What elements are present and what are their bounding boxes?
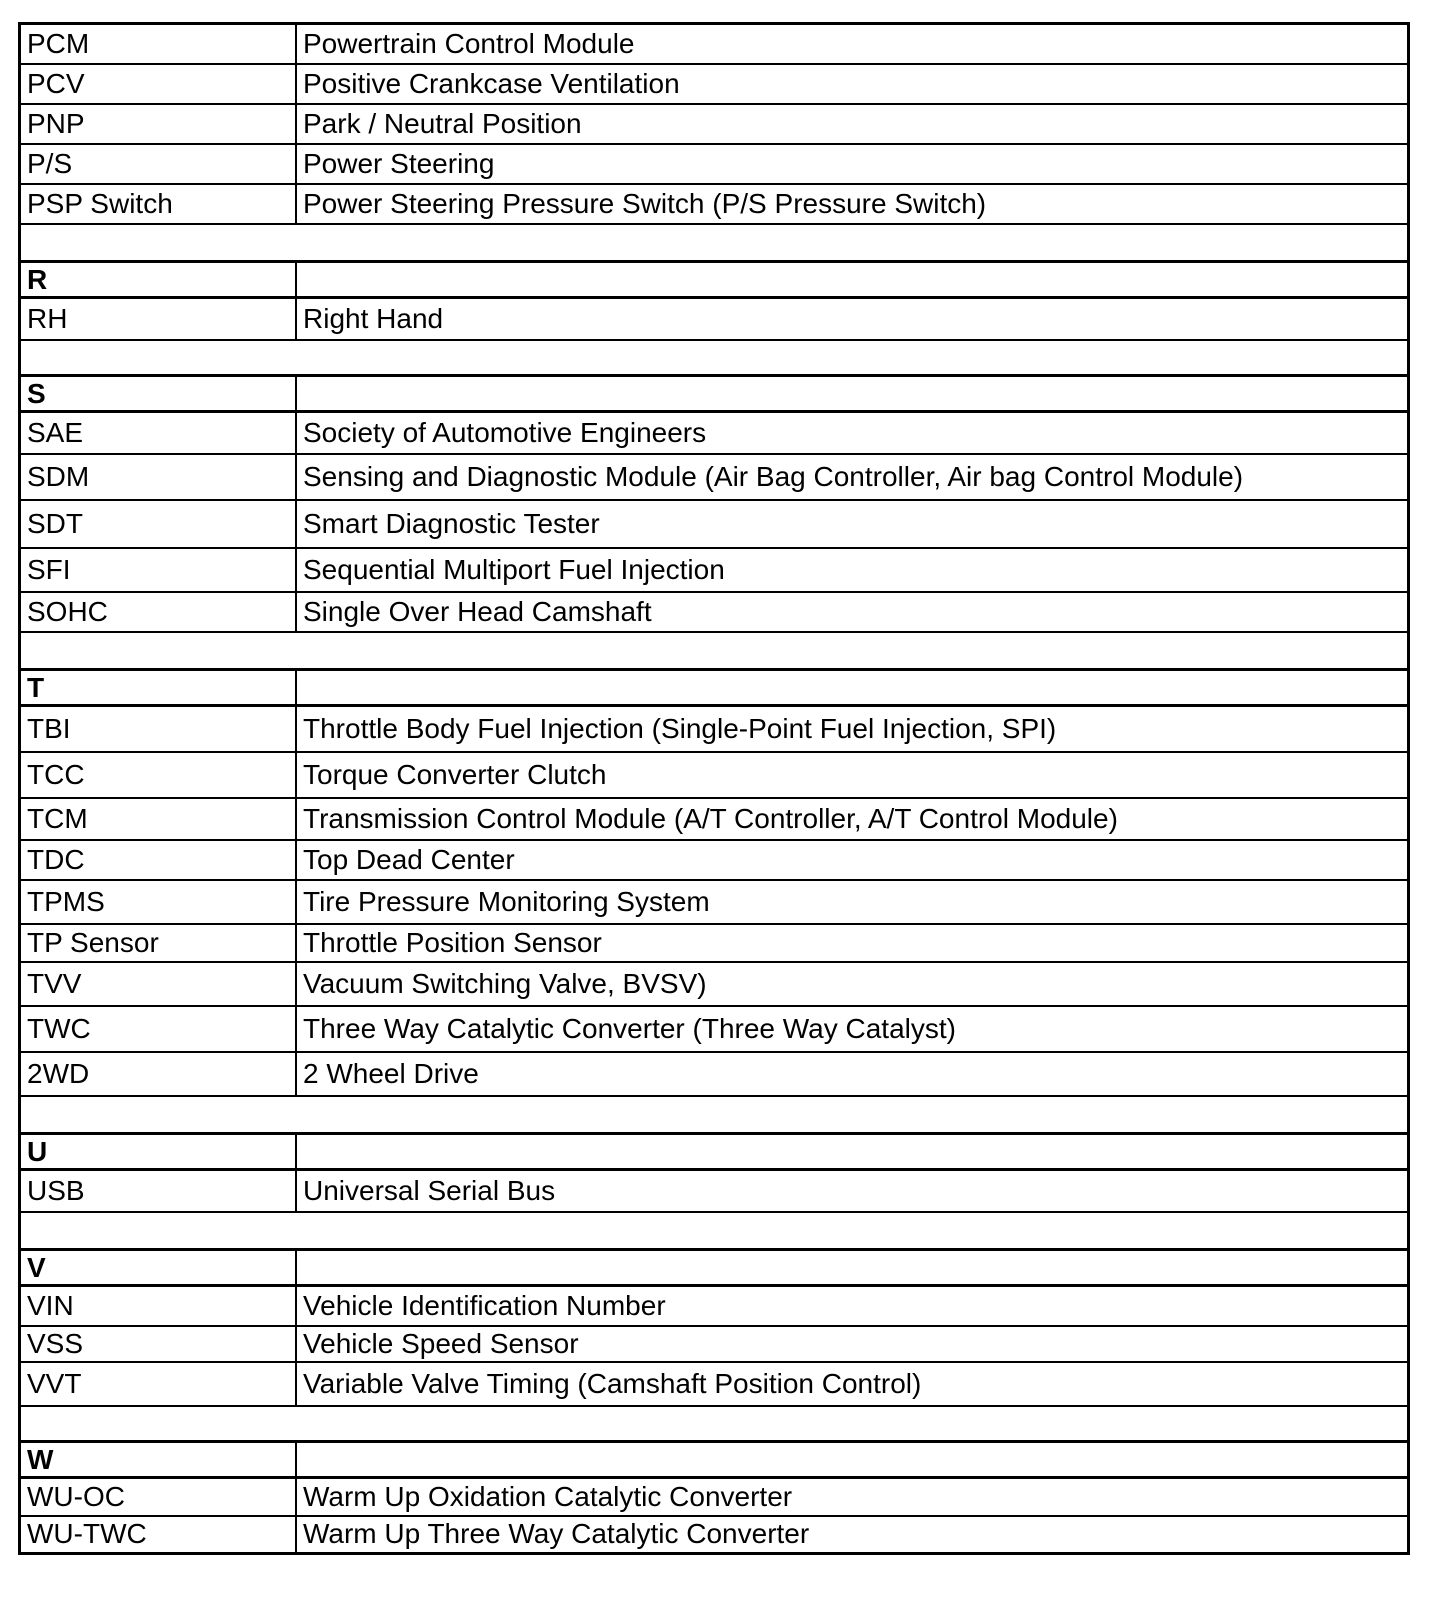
meaning-cell: Warm Up Three Way Catalytic Converter: [296, 1516, 1409, 1554]
abbreviation-cell: TBI: [20, 706, 297, 752]
abbreviation-cell: P/S: [20, 144, 297, 184]
meaning-cell: Transmission Control Module (A/T Controller, A/T Control Module): [296, 798, 1409, 840]
spacer-cell: [296, 1212, 1409, 1250]
spacer-row: [20, 340, 1409, 376]
spacer-cell: [20, 1096, 297, 1134]
meaning-cell: Torque Converter Clutch: [296, 752, 1409, 798]
abbreviation-cell: SOHC: [20, 592, 297, 632]
section-letter-row: [20, 376, 1409, 412]
table-row: [20, 454, 1409, 500]
table-row: [20, 1362, 1409, 1406]
table-row: [20, 1326, 1409, 1362]
table-row: [20, 706, 1409, 752]
abbreviation-cell: VSS: [20, 1326, 297, 1362]
meaning-cell: Powertrain Control Module: [296, 24, 1409, 64]
spacer-row: [20, 1096, 1409, 1134]
spacer-cell: [296, 340, 1409, 376]
meaning-cell: Universal Serial Bus: [296, 1170, 1409, 1212]
abbreviation-cell: WU-TWC: [20, 1516, 297, 1554]
section-letter: U: [20, 1134, 297, 1170]
abbreviation-cell: TCM: [20, 798, 297, 840]
spacer-cell: [296, 1406, 1409, 1442]
table-row: [20, 1006, 1409, 1052]
abbreviation-cell: SFI: [20, 548, 297, 592]
abbreviation-cell: TDC: [20, 840, 297, 880]
abbreviation-cell: VVT: [20, 1362, 297, 1406]
section-letter: V: [20, 1250, 297, 1286]
section-letter-row: [20, 1134, 1409, 1170]
meaning-cell: [296, 376, 1409, 412]
abbreviation-cell: SDM: [20, 454, 297, 500]
spacer-cell: [20, 224, 297, 262]
meaning-cell: Vehicle Identification Number: [296, 1286, 1409, 1326]
abbreviation-cell: SAE: [20, 412, 297, 454]
table-row: [20, 104, 1409, 144]
abbreviation-cell: TWC: [20, 1006, 297, 1052]
table-row: [20, 962, 1409, 1006]
abbreviation-cell: TVV: [20, 962, 297, 1006]
table-row: [20, 412, 1409, 454]
spacer-row: [20, 1212, 1409, 1250]
table-row: [20, 184, 1409, 224]
abbreviation-cell: VIN: [20, 1286, 297, 1326]
spacer-cell: [20, 1212, 297, 1250]
section-letter: T: [20, 670, 297, 706]
spacer-row: [20, 632, 1409, 670]
table-row: [20, 1478, 1409, 1516]
meaning-cell: Throttle Body Fuel Injection (Single-Point Fuel Injection, SPI): [296, 706, 1409, 752]
meaning-cell: [296, 1134, 1409, 1170]
meaning-cell: [296, 1442, 1409, 1478]
meaning-cell: Vacuum Switching Valve, BVSV): [296, 962, 1409, 1006]
meaning-cell: Vehicle Speed Sensor: [296, 1326, 1409, 1362]
section-letter: S: [20, 376, 297, 412]
abbreviation-cell: USB: [20, 1170, 297, 1212]
abbreviation-cell: TP Sensor: [20, 924, 297, 962]
meaning-cell: Warm Up Oxidation Catalytic Converter: [296, 1478, 1409, 1516]
abbreviation-cell: RH: [20, 298, 297, 340]
meaning-cell: [296, 1250, 1409, 1286]
meaning-cell: Power Steering: [296, 144, 1409, 184]
abbreviation-cell: PSP Switch: [20, 184, 297, 224]
abbreviation-cell: PNP: [20, 104, 297, 144]
spacer-cell: [20, 340, 297, 376]
table-row: [20, 798, 1409, 840]
spacer-cell: [20, 632, 297, 670]
spacer-cell: [296, 1096, 1409, 1134]
section-letter-row: [20, 670, 1409, 706]
table-row: [20, 752, 1409, 798]
meaning-cell: Sensing and Diagnostic Module (Air Bag Controller, Air bag Control Module): [296, 454, 1409, 500]
abbreviation-cell: SDT: [20, 500, 297, 548]
table-row: [20, 1170, 1409, 1212]
section-letter-row: [20, 1442, 1409, 1478]
meaning-cell: Single Over Head Camshaft: [296, 592, 1409, 632]
section-letter-row: [20, 262, 1409, 298]
table-row: [20, 298, 1409, 340]
meaning-cell: Sequential Multiport Fuel Injection: [296, 548, 1409, 592]
table-row: [20, 144, 1409, 184]
abbreviation-cell: TPMS: [20, 880, 297, 924]
table-row: [20, 840, 1409, 880]
section-letter: R: [20, 262, 297, 298]
meaning-cell: Top Dead Center: [296, 840, 1409, 880]
abbreviation-table: [18, 22, 1410, 1555]
abbreviation-cell: TCC: [20, 752, 297, 798]
table-row: [20, 1286, 1409, 1326]
meaning-cell: [296, 262, 1409, 298]
meaning-cell: Park / Neutral Position: [296, 104, 1409, 144]
meaning-cell: [296, 670, 1409, 706]
meaning-cell: Three Way Catalytic Converter (Three Way Catalyst): [296, 1006, 1409, 1052]
abbreviation-cell: WU-OC: [20, 1478, 297, 1516]
meaning-cell: Tire Pressure Monitoring System: [296, 880, 1409, 924]
meaning-cell: Throttle Position Sensor: [296, 924, 1409, 962]
meaning-cell: Positive Crankcase Ventilation: [296, 64, 1409, 104]
meaning-cell: Power Steering Pressure Switch (P/S Pressure Switch): [296, 184, 1409, 224]
abbreviation-table-body: [20, 24, 1409, 1554]
meaning-cell: Variable Valve Timing (Camshaft Position Control): [296, 1362, 1409, 1406]
spacer-cell: [20, 1406, 297, 1442]
section-letter-row: [20, 1250, 1409, 1286]
table-row: [20, 880, 1409, 924]
table-row: [20, 1052, 1409, 1096]
spacer-row: [20, 224, 1409, 262]
meaning-cell: Right Hand: [296, 298, 1409, 340]
table-row: [20, 924, 1409, 962]
spacer-row: [20, 1406, 1409, 1442]
table-row: [20, 64, 1409, 104]
meaning-cell: Society of Automotive Engineers: [296, 412, 1409, 454]
spacer-cell: [296, 224, 1409, 262]
abbreviation-cell: PCV: [20, 64, 297, 104]
table-row: [20, 548, 1409, 592]
meaning-cell: 2 Wheel Drive: [296, 1052, 1409, 1096]
table-row: [20, 592, 1409, 632]
table-row: [20, 24, 1409, 64]
abbreviation-cell: 2WD: [20, 1052, 297, 1096]
meaning-cell: Smart Diagnostic Tester: [296, 500, 1409, 548]
spacer-cell: [296, 632, 1409, 670]
section-letter: W: [20, 1442, 297, 1478]
abbreviation-cell: PCM: [20, 24, 297, 64]
table-row: [20, 1516, 1409, 1554]
table-row: [20, 500, 1409, 548]
